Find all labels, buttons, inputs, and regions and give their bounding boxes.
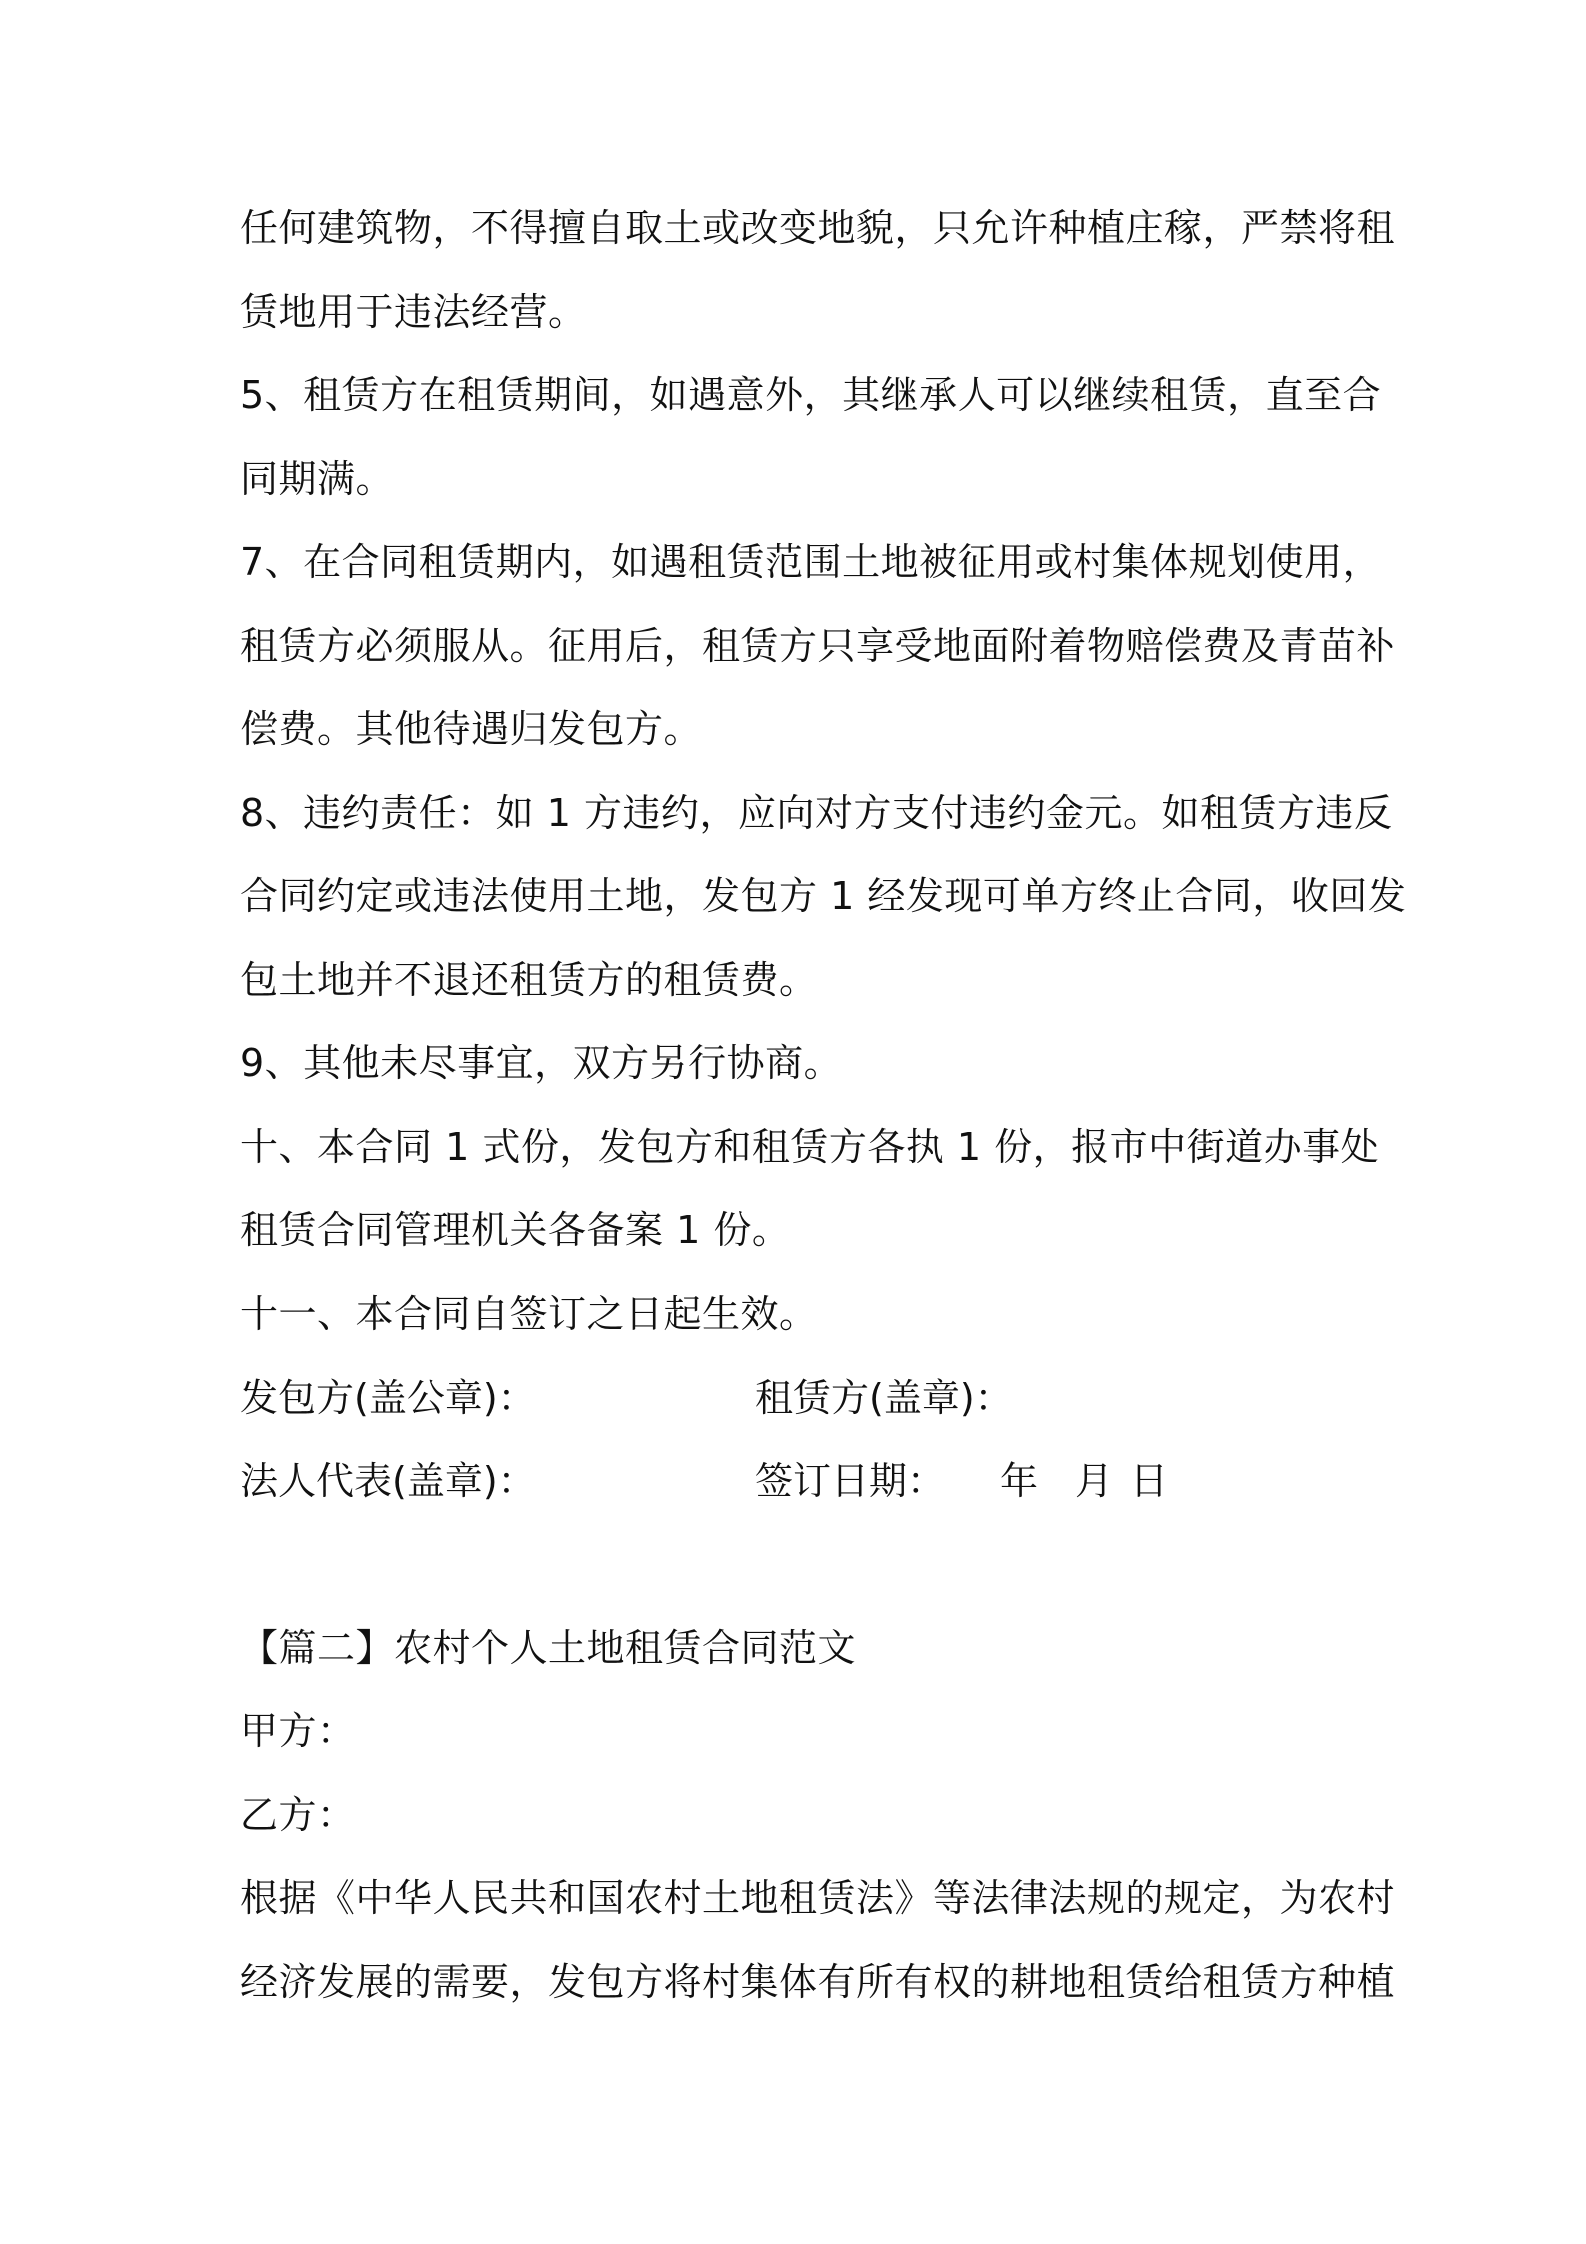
text-line: 包土地并不退还租赁方的租赁费。 bbox=[240, 958, 818, 1002]
clause-8: 8、违约责任：如 1 方违约，应向对方支付违约金元。如租赁方违反 bbox=[240, 791, 1393, 835]
legal-rep-label: 法人代表(盖章)： bbox=[240, 1459, 536, 1503]
text-line: 偿费。其他待遇归发包方。 bbox=[240, 707, 703, 751]
clause-11: 十一、本合同自签订之日起生效。 bbox=[240, 1292, 818, 1336]
text-line: 租赁方必须服从。征用后，租赁方只享受地面附着物赔偿费及青苗补 bbox=[240, 624, 1396, 668]
sign-date-label: 签订日期： bbox=[755, 1459, 946, 1503]
date-year: 年 bbox=[1000, 1459, 1039, 1503]
text-line: 租赁合同管理机关各备案 1 份。 bbox=[240, 1208, 791, 1252]
text-line: 同期满。 bbox=[240, 457, 395, 501]
party-b-label: 乙方： bbox=[240, 1793, 356, 1837]
text-line: 根据《中华人民共和国农村土地租赁法》等法律法规的规定，为农村 bbox=[240, 1876, 1396, 1920]
clause-10: 十、本合同 1 式份，发包方和租赁方各执 1 份，报市中街道办事处 bbox=[240, 1125, 1380, 1169]
clause-7: 7、在合同租赁期内，如遇租赁范围土地被征用或村集体规划使用， bbox=[240, 540, 1382, 584]
section-heading: 【篇二】农村个人土地租赁合同范文 bbox=[240, 1626, 857, 1670]
text-line: 赁地用于违法经营。 bbox=[240, 290, 587, 334]
text-line: 经济发展的需要，发包方将村集体有所有权的耕地租赁给租赁方种植 bbox=[240, 1960, 1396, 2004]
text-line: 合同约定或违法使用土地，发包方 1 经发现可单方终止合同，收回发 bbox=[240, 874, 1407, 918]
lessee-seal-label: 租赁方(盖章)： bbox=[755, 1376, 1013, 1420]
date-day: 日 bbox=[1130, 1459, 1169, 1503]
text-line: 任何建筑物，不得擅自取土或改变地貌，只允许种植庄稼，严禁将租 bbox=[240, 206, 1396, 250]
clause-9: 9、其他未尽事宜，双方另行协商。 bbox=[240, 1041, 843, 1085]
clause-5: 5、租赁方在租赁期间，如遇意外，其继承人可以继续租赁，直至合 bbox=[240, 373, 1382, 417]
date-month: 月 bbox=[1075, 1459, 1114, 1503]
contractor-seal-label: 发包方(盖公章)： bbox=[240, 1376, 536, 1420]
party-a-label: 甲方： bbox=[240, 1709, 356, 1753]
